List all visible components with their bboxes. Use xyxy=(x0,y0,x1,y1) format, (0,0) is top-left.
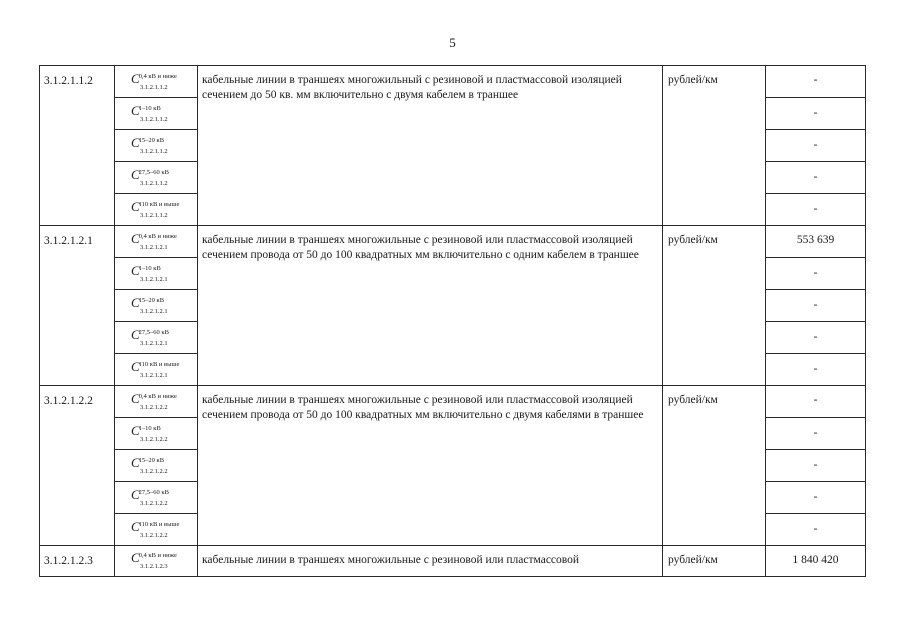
rate-value: - xyxy=(766,162,866,194)
rate-value: - xyxy=(766,290,866,322)
item-code: 3.1.2.1.2.2 xyxy=(40,386,115,546)
rate-symbol: $C^{0,4 кВ и ниже}$ 3.1.2.1.2.1 xyxy=(115,226,198,258)
rate-value: - xyxy=(766,386,866,418)
item-unit: рублей/км xyxy=(663,386,766,546)
item-unit: рублей/км xyxy=(663,66,766,226)
rate-symbol: $C^{27,5-60 кВ}$ 3.1.2.1.2.1 xyxy=(115,322,198,354)
rate-value: - xyxy=(766,354,866,386)
item-code: 3.1.2.1.2.3 xyxy=(40,546,115,577)
rate-value: - xyxy=(766,418,866,450)
rate-symbol: $C^{1-10 кВ}$ 3.1.2.1.1.2 xyxy=(115,98,198,130)
rate-value: 1 840 420 xyxy=(766,546,866,577)
table-row xyxy=(40,66,866,98)
table-row xyxy=(40,546,866,577)
rate-symbol: $C^{110 кВ и выше}$ 3.1.2.1.1.2 xyxy=(115,194,198,226)
table-row xyxy=(40,386,866,418)
rate-symbol: $C^{110 кВ и выше}$ 3.1.2.1.2.2 xyxy=(115,514,198,546)
item-description: кабельные линии в траншеях многожильные с резиновой или пластмассовой xyxy=(198,546,663,577)
rate-symbol: $C^{1-10 кВ}$ 3.1.2.1.2.1 xyxy=(115,258,198,290)
rate-symbol: $C^{110 кВ и выше}$ 3.1.2.1.2.1 xyxy=(115,354,198,386)
rate-symbol: $C^{0,4 кВ и ниже}$ 3.1.2.1.2.2 xyxy=(115,386,198,418)
rate-value: - xyxy=(766,130,866,162)
rate-value: - xyxy=(766,66,866,98)
rate-value: - xyxy=(766,482,866,514)
rate-symbol: $C^{15-20 кВ}$ 3.1.2.1.1.2 xyxy=(115,130,198,162)
page-number: 5 xyxy=(449,35,456,50)
rate-value: - xyxy=(766,98,866,130)
rate-value: - xyxy=(766,194,866,226)
item-code: 3.1.2.1.1.2 xyxy=(40,66,115,226)
rate-value: - xyxy=(766,514,866,546)
table-row xyxy=(40,226,866,258)
rate-value: - xyxy=(766,258,866,290)
rate-symbol: $C^{1-10 кВ}$ 3.1.2.1.2.2 xyxy=(115,418,198,450)
rate-symbol: $C^{15-20 кВ}$ 3.1.2.1.2.2 xyxy=(115,450,198,482)
item-unit: рублей/км xyxy=(663,226,766,386)
item-unit: рублей/км xyxy=(663,546,766,577)
rate-value: - xyxy=(766,450,866,482)
rate-symbol: $C^{27,5-60 кВ}$ 3.1.2.1.2.2 xyxy=(115,482,198,514)
item-description: кабельные линии в траншеях многожильные с резиновой или пластмассовой изоляцией сечением провода от 50 до 100 квадратных мм включительно с одним кабелем в траншее xyxy=(198,226,663,386)
item-description: кабельные линии в траншеях многожильный с резиновой и пластмассовой изоляцией сечением до 50 кв. мм включительно с двумя кабелем в траншее xyxy=(198,66,663,226)
tariff-table xyxy=(39,65,866,577)
rate-symbol: $C^{0,4 кВ и ниже}$ 3.1.2.1.2.3 xyxy=(115,546,198,577)
rate-symbol: $C^{15-20 кВ}$ 3.1.2.1.2.1 xyxy=(115,290,198,322)
rate-value: 553 639 xyxy=(766,226,866,258)
item-code: 3.1.2.1.2.1 xyxy=(40,226,115,386)
rate-value: - xyxy=(766,322,866,354)
rate-symbol: $C^{0,4 кВ и ниже}$ 3.1.2.1.1.2 xyxy=(115,66,198,98)
item-description: кабельные линии в траншеях многожильные с резиновой или пластмассовой изоляцией сечением провода от 50 до 100 квадратных мм включительно с двумя кабелями в траншее xyxy=(198,386,663,546)
rate-symbol: $C^{27,5-60 кВ}$ 3.1.2.1.1.2 xyxy=(115,162,198,194)
